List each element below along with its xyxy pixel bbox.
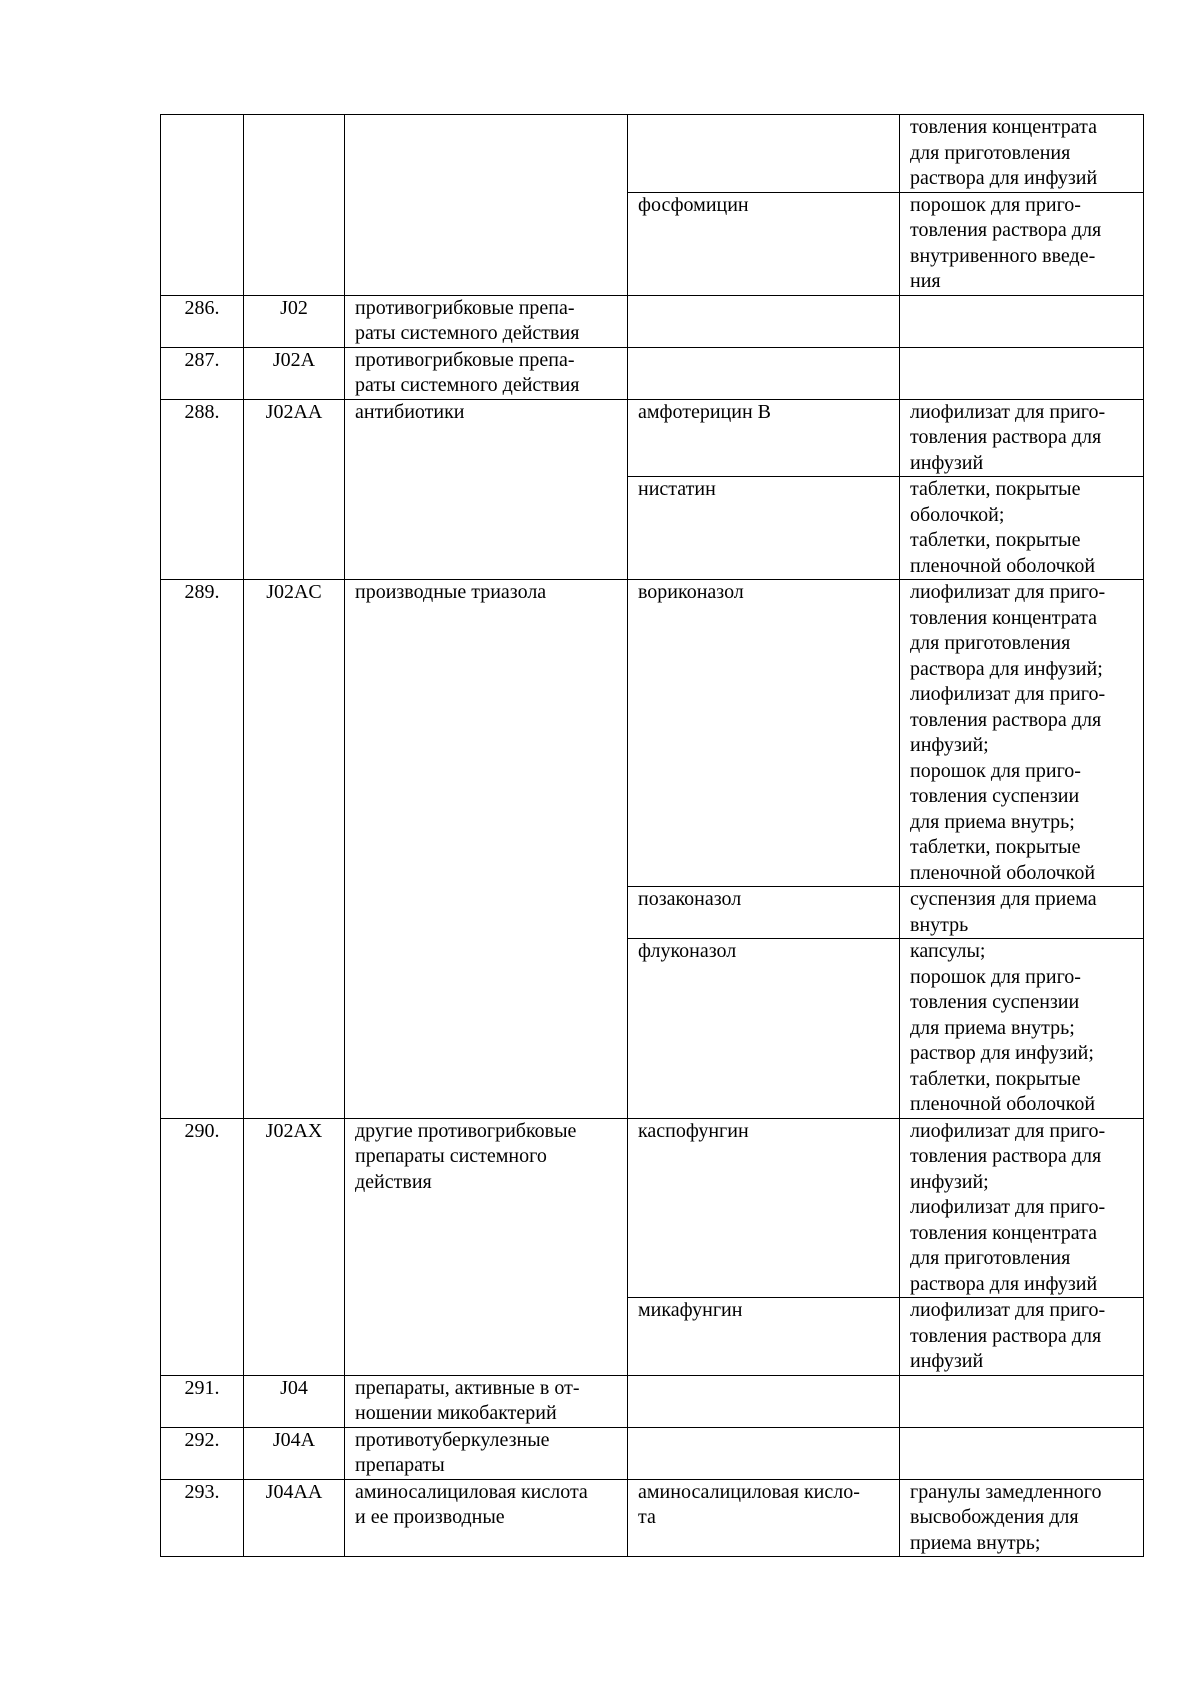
drug-name-line: нистатин — [638, 478, 716, 500]
atc-code: J02AX — [244, 1118, 345, 1375]
drug-name-line: каспофунгин — [638, 1119, 749, 1142]
dosage-forms-line: таблетки, покрытые — [910, 478, 1081, 500]
atc-group — [345, 1427, 628, 1479]
row-number: 289. — [161, 580, 244, 1119]
atc-group-line: действия — [355, 1170, 432, 1193]
dosage-forms-line: для приема внутрь; — [910, 810, 1075, 833]
dosage-forms-line: раствора для инфузий — [910, 1272, 1098, 1295]
table-row — [161, 399, 1144, 477]
atc-code: J02A — [244, 347, 345, 399]
dosage-forms-line: внутрь — [910, 913, 969, 936]
drug-name-line: та — [638, 1506, 656, 1528]
atc-group — [345, 1479, 628, 1557]
drug-name — [628, 1479, 900, 1557]
atc-group-line: ношении микобактерий — [355, 1402, 557, 1424]
dosage-forms-line: внутривенного введе- — [910, 244, 1096, 267]
dosage-forms-line: товления концентрата — [910, 606, 1098, 629]
dosage-forms — [900, 887, 1144, 939]
dosage-forms-line: ния — [910, 270, 941, 292]
dosage-forms-line: пленочной оболочкой — [910, 1093, 1096, 1115]
drug-name — [628, 887, 900, 939]
atc-group-line: раты системного действия — [355, 374, 580, 396]
dosage-forms-line: товления раствора для — [910, 1324, 1102, 1347]
dosage-forms-line: порошок для приго- — [910, 193, 1081, 216]
row-number: 287. — [161, 347, 244, 399]
dosage-forms — [900, 1479, 1144, 1557]
drug-name — [628, 939, 900, 1119]
dosage-forms-line: таблетки, покрытые — [910, 836, 1081, 858]
drug-name-line: фосфомицин — [638, 193, 749, 216]
dosage-forms-line: лиофилизат для приго- — [910, 683, 1106, 705]
dosage-forms-line: высвобождения для — [910, 1506, 1079, 1528]
table-row — [161, 1118, 1144, 1298]
table-row — [161, 1375, 1144, 1427]
dosage-forms-line: порошок для приго- — [910, 759, 1081, 782]
table-row — [161, 347, 1144, 399]
row-number — [161, 115, 244, 296]
dosage-forms-line: порошок для приго- — [910, 965, 1081, 988]
dosage-forms-line: оболочкой; — [910, 503, 1005, 526]
atc-code: J04 — [244, 1375, 345, 1427]
drug-name-line: вориконазол — [638, 581, 744, 603]
table-row — [161, 1427, 1144, 1479]
atc-group — [345, 347, 628, 399]
dosage-forms-line: для приготовления — [910, 1247, 1071, 1269]
dosage-forms-line: товления раствора для — [910, 426, 1102, 448]
atc-code — [244, 115, 345, 296]
table-row — [161, 295, 1144, 347]
atc-code: J02AC — [244, 580, 345, 1119]
dosage-forms-line: инфузий; — [910, 1170, 989, 1193]
dosage-forms — [900, 1298, 1144, 1376]
drug-name — [628, 1298, 900, 1376]
drug-name-line: аминосалициловая кисло- — [638, 1480, 860, 1503]
dosage-forms-line: инфузий — [910, 451, 984, 474]
atc-code: J02 — [244, 295, 345, 347]
drug-name-line: позаконазол — [638, 888, 742, 910]
dosage-forms — [900, 580, 1144, 887]
drug-name-line: амфотерицин B — [638, 400, 771, 423]
atc-group-line: аминосалициловая кислота — [355, 1480, 588, 1503]
atc-code: J04A — [244, 1427, 345, 1479]
dosage-forms — [900, 399, 1144, 477]
table-row — [161, 115, 1144, 193]
atc-group — [345, 115, 628, 296]
dosage-forms-line: товления раствора для — [910, 1145, 1102, 1167]
dosage-forms-line: раствора для инфузий — [910, 167, 1098, 189]
dosage-forms-line: товления концентрата — [910, 116, 1098, 138]
dosage-forms-line: инфузий — [910, 1350, 984, 1372]
drug-name — [628, 115, 900, 193]
atc-group-line: препараты — [355, 1454, 445, 1476]
atc-group-line: препараты, активные в от- — [355, 1376, 580, 1399]
atc-group — [345, 1118, 628, 1375]
dosage-forms-line: гранулы замедленного — [910, 1480, 1102, 1503]
dosage-forms-line: товления суспензии — [910, 991, 1080, 1013]
row-number: 290. — [161, 1118, 244, 1375]
dosage-forms-line: инфузий; — [910, 734, 989, 756]
atc-code: J04AA — [244, 1479, 345, 1557]
table-row — [161, 580, 1144, 887]
dosage-forms-line: таблетки, покрытые — [910, 1067, 1081, 1090]
dosage-forms-line: лиофилизат для приго- — [910, 400, 1106, 423]
atc-group-line: противотуберкулезные — [355, 1428, 550, 1451]
dosage-forms — [900, 1118, 1144, 1298]
atc-group-line: и ее производные — [355, 1506, 505, 1528]
drug-name-line: флуконазол — [638, 940, 737, 962]
dosage-forms — [900, 1427, 1144, 1479]
dosage-forms-line: товления раствора для — [910, 708, 1102, 731]
dosage-forms-line: для приготовления — [910, 632, 1071, 654]
dosage-forms-line: лиофилизат для приго- — [910, 1196, 1106, 1218]
dosage-forms-line: таблетки, покрытые — [910, 529, 1081, 551]
drug-name — [628, 1427, 900, 1479]
drug-name — [628, 347, 900, 399]
atc-group — [345, 580, 628, 1119]
dosage-forms-line: лиофилизат для приго- — [910, 581, 1106, 603]
drug-name — [628, 580, 900, 887]
atc-group-line: противогрибковые препа- — [355, 296, 575, 319]
dosage-forms-line: товления концентрата — [910, 1221, 1098, 1244]
dosage-forms — [900, 1375, 1144, 1427]
dosage-forms — [900, 939, 1144, 1119]
dosage-forms-line: для приготовления — [910, 141, 1071, 164]
drug-name — [628, 295, 900, 347]
dosage-forms-line: лиофилизат для приго- — [910, 1299, 1106, 1321]
drug-name — [628, 477, 900, 580]
drug-name — [628, 192, 900, 295]
dosage-forms-line: товления суспензии — [910, 785, 1080, 807]
dosage-forms-line: для приема внутрь; — [910, 1016, 1075, 1039]
row-number: 293. — [161, 1479, 244, 1557]
dosage-forms — [900, 192, 1144, 295]
row-number: 286. — [161, 295, 244, 347]
drug-name — [628, 1375, 900, 1427]
atc-group-line: противогрибковые препа- — [355, 348, 575, 371]
atc-group-line: другие противогрибковые — [355, 1119, 577, 1142]
dosage-forms — [900, 115, 1144, 193]
atc-group-line: препараты системного — [355, 1145, 547, 1167]
atc-code: J02AA — [244, 399, 345, 580]
dosage-forms-line: пленочной оболочкой — [910, 554, 1096, 577]
dosage-forms — [900, 347, 1144, 399]
dosage-forms-line: пленочной оболочкой — [910, 861, 1096, 884]
row-number: 292. — [161, 1427, 244, 1479]
drug-name — [628, 1118, 900, 1298]
atc-group-line: производные триазола — [355, 581, 547, 603]
dosage-forms-line: раствор для инфузий; — [910, 1042, 1094, 1064]
dosage-forms-line: суспензия для приема — [910, 888, 1097, 910]
dosage-forms-line: капсулы; — [910, 940, 986, 962]
atc-group-line: антибиотики — [355, 400, 465, 423]
dosage-forms-line: приема внутрь; — [910, 1531, 1041, 1554]
atc-group — [345, 1375, 628, 1427]
atc-group — [345, 399, 628, 580]
drug-name-line: микафунгин — [638, 1299, 743, 1321]
atc-group-line: раты системного действия — [355, 322, 580, 344]
atc-group — [345, 295, 628, 347]
dosage-forms-line: раствора для инфузий; — [910, 657, 1103, 680]
drug-list-table — [160, 114, 1144, 1557]
dosage-forms — [900, 295, 1144, 347]
dosage-forms-line: лиофилизат для приго- — [910, 1119, 1106, 1142]
table-row — [161, 1479, 1144, 1557]
dosage-forms — [900, 477, 1144, 580]
dosage-forms-line: товления раствора для — [910, 219, 1102, 241]
drug-name — [628, 399, 900, 477]
row-number: 288. — [161, 399, 244, 580]
row-number: 291. — [161, 1375, 244, 1427]
